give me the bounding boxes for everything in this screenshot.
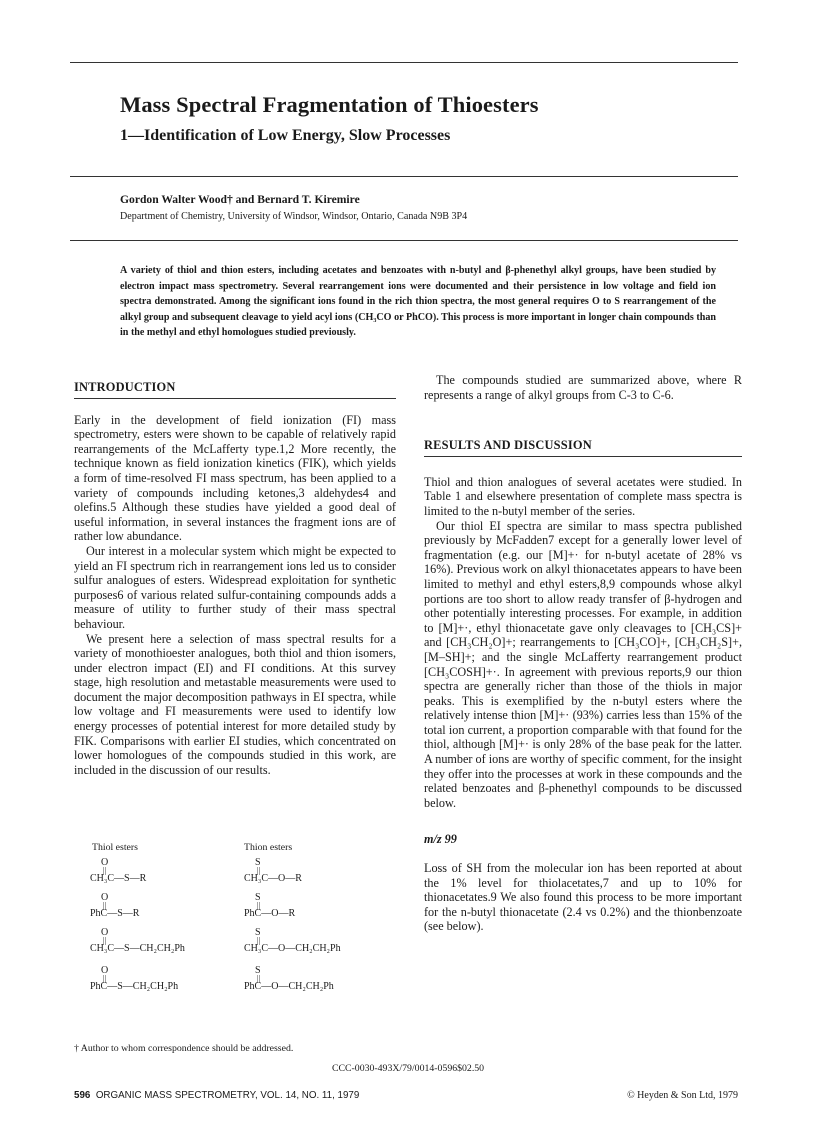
thiol-structure-1: O || CH₃C—S—R bbox=[90, 857, 147, 884]
results-paragraph-2: Our thiol EI spectra are similar to mass spectra published previously by McFadden7 except for a generally lower level of fragmentation (e.g. our [M]+· for n-butyl acetate of 28% vs 16%). Previous work on alkyl thionacetates appears to have been limited to methyl and ethyl esters,8,9 compounds whose alkyl portions are too short to allow ready transfer of β-hydrogen and other potentially interesting processes. For example, in addition to [M]+·, ethyl thionacetate gave only cleavages to [CH₃CS]+ and [CH₃CH₂O]+; rearrangements to [CH₃CO]+, [CH₃CH₂S]+, [M–SH]+; and the single McLafferty rearrangement product [CH₃COSH]+·. In agreement with previous reports,9 our thion spectra are generally richer than those of the thiols in major peaks. This is exemplified by the n-butyl esters where the relatively intense thion [M]+· (93%) carries less than 15% of the total ion current, a proportion comparable with that found for the thiol, although [M]+· is only 28% of the base peak for the latter. A number of ions are worthy of specific comment, for the insight they offer into the processes at work in these compounds and the related benzoates and β-phenethyl compounds to be discussed below. bbox=[424, 518, 742, 810]
subsection-heading-mz99: m/z 99 bbox=[424, 832, 457, 847]
intro-paragraph-1: Early in the development of field ionization (FI) mass spectrometry, esters were shown to be capable of relatively rapid rearrangements of the McLafferty type.1,2 More recently, the technique known as field ionization kinetics (FIK), which yields a form of time-resolved FI mass spectrum, has been applied to a variety of compounds including ketones,3 aldehydes4 and olefins.5 Although these studies have yielded a good deal of useful information, in several instances the fragment ions are of rather low abundance. bbox=[74, 412, 396, 544]
article-subtitle: 1—Identification of Low Energy, Slow Processes bbox=[120, 127, 451, 144]
thiol-esters-heading: Thiol esters bbox=[92, 842, 138, 853]
section-heading-results: RESULTS AND DISCUSSION bbox=[424, 438, 742, 457]
title-rule bbox=[70, 176, 738, 177]
article-code: CCC-0030-493X/79/0014-0596$02.50 bbox=[331, 1063, 485, 1074]
intro-paragraph-2: Our interest in a molecular system which might be expected to yield an FI spectrum rich in rearrangement ions led us to consider sulfur analogues of esters. Widespread exploitation for synthetic purposes6 of various related sulfur-containing compounds adds a measure of utility to further study of their mass spectral behaviour. bbox=[74, 543, 396, 631]
mz99-paragraph: Loss of SH from the molecular ion has been reported at about the 1% level for thiolacetates,7 and up to 10% for thionacetates.9 We also found this process to be more important for the n-butyl thionacetate (2.4 vs 0.2%) and the thionbenzoate (see below). bbox=[424, 861, 742, 934]
left-column bbox=[74, 380, 396, 777]
thion-structure-3: S || CH₃C—O—CH₂CH₂Ph bbox=[244, 927, 341, 954]
page-number: 596 bbox=[74, 1090, 91, 1101]
thion-esters-heading: Thion esters bbox=[244, 842, 293, 853]
thion-structure-4: S || PhC—O—CH₂CH₂Ph bbox=[244, 965, 334, 992]
right-column bbox=[424, 373, 742, 934]
footer-copyright: © Heyden & Son Ltd, 1979 bbox=[627, 1090, 738, 1101]
footer-journal bbox=[74, 1090, 359, 1101]
abstract: A variety of thiol and thion esters, including acetates and benzoates with n-butyl and β-phenethyl alkyl groups, have been studied by electron impact mass spectrometry. Several rearrangement ions were documented and their persistence in low voltage and field ion spectra demonstrated. Among the significant ions found in the rich thion spectra, the most general requires O to S rearrangement of the alkyl group and subsequent cleavage to yield acyl ions (CH₃CO or PhCO). This process is more important in longer chain compounds than in the methyl and ethyl homologues studied previously. bbox=[120, 265, 716, 339]
affiliation: Department of Chemistry, University of Windsor, Windsor, Ontario, Canada N9B 3P4 bbox=[120, 211, 468, 222]
results-paragraph-1: Thiol and thion analogues of several acetates were studied. In Table 1 and elsewhere presentation of complete mass spectra is limited to the n-butyl member of the series. bbox=[424, 474, 742, 518]
footnote: † Author to whom correspondence should be addressed. bbox=[74, 1043, 294, 1054]
authors: Gordon Walter Wood† and Bernard T. Kiremire bbox=[120, 193, 360, 206]
structure-headings-2 bbox=[244, 842, 292, 853]
author-rule bbox=[70, 240, 738, 241]
intro-paragraph-3: We present here a selection of mass spectral results for a variety of monothioester analogues, both thiol and thion isomers, under electron impact (EI) and FI conditions. At this survey stage, high resolution and metastable measurements were used to document the major decomposition pathways in EI spectra, while low voltage and FI measurements were used to identify low energy processes of potential interest for more detailed study by FIK. Comparisons with earlier EI studies, which concentrated on lower homologues of the compounds studied in this work, are included in the discussion of our results. bbox=[74, 631, 396, 777]
thion-structure-2: S || PhC—O—R bbox=[244, 892, 296, 919]
summary-paragraph: The compounds studied are summarized above, where R represents a range of alkyl groups from C-3 to C-6. bbox=[424, 373, 742, 402]
article-title: Mass Spectral Fragmentation of Thioesters bbox=[120, 92, 539, 117]
thion-structure-1: S || CH₃C—O—R bbox=[244, 857, 302, 884]
structure-headings bbox=[92, 842, 138, 853]
thiol-structure-4: O || PhC—S—CH₂CH₂Ph bbox=[90, 965, 179, 992]
thiol-structure-3: O || CH₃C—S—CH₂CH₂Ph bbox=[90, 927, 185, 954]
journal-name: ORGANIC MASS SPECTROMETRY, VOL. 14, NO. 11, 1979 bbox=[95, 1090, 360, 1101]
top-rule bbox=[70, 62, 738, 63]
thiol-structure-2: O || PhC—S—R bbox=[90, 892, 140, 919]
section-heading-introduction: INTRODUCTION bbox=[74, 380, 396, 399]
